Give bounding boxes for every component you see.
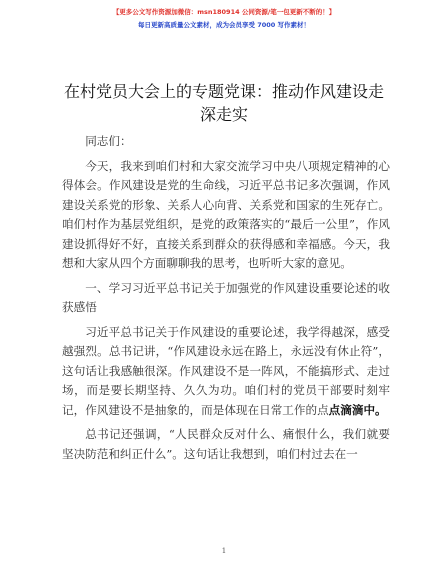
paragraph-3 xyxy=(62,323,390,421)
promo-banner xyxy=(0,6,448,32)
document-body xyxy=(62,132,390,469)
paragraph-3-text: 习近平总书记关于作风建设的重要论述，我学得越深，感受越强烈。总书记讲，“作风建设永远在路上，永远没有休止符”，这句话让我感触很深。作风建设不是一阵风，不能搞形式、走过场，而是要长期坚持、久久为功。咱们村的党员干部要时刻牢记，作风建设不是抽象的，而是体现在日常工作的点 xyxy=(62,324,390,417)
paragraph-intro: 今天，我来到咱们村和大家交流学习中央八项规定精神的心得体会。作风建设是党的生命线，习近平总书记多次强调，作风建设关系党的形象、关系人心向背、关系党和国家的生死存亡。咱们村作为基层党组织，是党的政策落实的“最后一公里”，作风建设抓得好不好，直接关系到群众的获得感和幸福感。今天，我想和大家从四个方面聊聊我的思考，也听听大家的意见。 xyxy=(62,158,390,270)
section-heading-1: 一、学习习近平总书记关于加强党的作风建设重要论述的收获感悟 xyxy=(62,280,390,314)
paragraph-3-bold: 点滴滴中。 xyxy=(328,402,387,417)
promo-banner-line1: 【更多公文写作资源加微信：msn180914 公同资源/笔一包更新不断的！】 xyxy=(112,8,336,16)
document-title: 在村党员大会上的专题党课：推动作风建设走深走实 xyxy=(63,82,384,124)
promo-banner-line2: 每日更新高质量公文素材，成为会员享受 7000 写作素材！ xyxy=(137,21,311,29)
greeting: 同志们： xyxy=(85,134,132,148)
page-number: 1 xyxy=(221,547,227,555)
paragraph-4: 总书记还强调，“人民群众反对什么、痛恨什么，我们就要坚决防范和纠正什么”。这句话让我想到，咱们村过去在一 xyxy=(62,427,390,461)
